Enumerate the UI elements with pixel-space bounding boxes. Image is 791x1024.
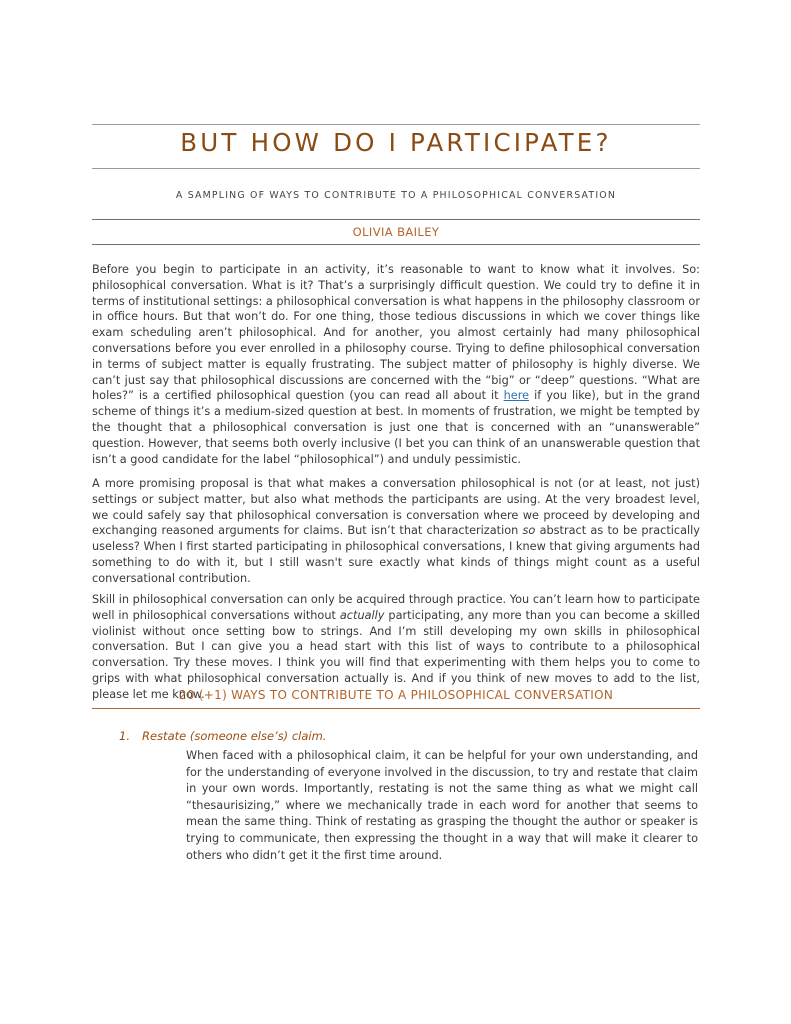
section-heading: 20 (+1) WAYS TO CONTRIBUTE TO A PHILOSOPHICAL CONVERSATION [178,688,614,702]
list-item-title: Restate (someone else’s) claim. [142,729,327,743]
title-top-rule [92,124,700,125]
author-name: OLIVIA BAILEY [352,225,440,239]
document-title: BUT HOW DO I PARTICIPATE? [180,128,612,157]
holes-reference-link[interactable]: here [503,389,530,403]
list-item-heading [119,729,326,743]
author-bottom-rule [92,244,700,245]
document-subtitle: A SAMPLING OF WAYS TO CONTRIBUTE TO A PHILOSOPHICAL CONVERSATION [175,190,617,201]
list-item-number: 1. [119,729,130,743]
author-top-rule [92,219,700,220]
list-item-body: When faced with a philosophical claim, it can be helpful for your own understanding, and for the understanding of everyone involved in the discussion, to try and restate that claim in your own words. Importantly, restating is not the same thing as what we might call “thesaurisizing,” where we mechanically trade in each word for another that seems to mean the same thing. Think of restating as grasping the thought the author or speaker is trying to communicate, then expressing the thought in a way that will make it clearer to others who didn’t get it the first time around. [186,749,698,862]
section-rule [92,708,700,709]
title-bottom-rule [92,168,700,169]
intro-paragraph-2: A more promising proposal is that what makes a conversation philosophical is not (or at least, not just) settings or subject matter, but also what methods the participants are using. At the very broadest level, we could safely say that philosophical conversation is conversation where we proceed by developing and exchanging reasoned arguments for claims. But isn’t that characterization so abstract as to be practically useless? When I first started participating in philosophical conversations, I knew that giving arguments had something to do with it, but I still wasn't sure exactly what kinds of things might count as a useful conversational contribution. [92,477,700,585]
intro-paragraph-1: Before you begin to participate in an activity, it’s reasonable to want to know what it involves. So: philosophical conversation. What is it? That’s a surprisingly difficult question. We could try to define it in terms of institutional settings: a philosophical conversation is what happens in the philosophy classroom or in office hours. But that won’t do. For one thing, those tedious discussions in which we cover things like exam scheduling aren’t philosophical. And for another, you almost certainly had many philosophical conversations before you ever enrolled in a philosophy course. Trying to define philosophical conversation in terms of subject matter is equally frustrating. The subject matter of philosophy is highly diverse. We can’t just say that philosophical discussions are concerned with the “big” or “deep” questions. “What are holes?” is a certified philosophical question (you can read all about it here if you like), but in the grand scheme of things it’s a medium-sized question at best. In moments of frustration, we might be tempted by the thought that a philosophical conversation is just one that is concerned with an “unanswerable” question. However, that seems both overly inclusive (I bet you can think of an unanswerable question that isn’t a good candidate for the label “philosophical”) and unduly pessimistic. [92,263,700,466]
intro-paragraph-3: Skill in philosophical conversation can only be acquired through practice. You can’t learn how to participate well in philosophical conversations without actually participating, any more than you can become a skilled violinist without once setting bow to strings. And I’m still developing my own skills in philosophical conversation. But I can give you a head start with this list of ways to contribute to a philosophical conversation. Try these moves. I think you will find that experimenting with them helps you to come to grips with what philosophical conversation actually is. And if you think of new moves to add to the list, please let me know. [92,593,700,701]
